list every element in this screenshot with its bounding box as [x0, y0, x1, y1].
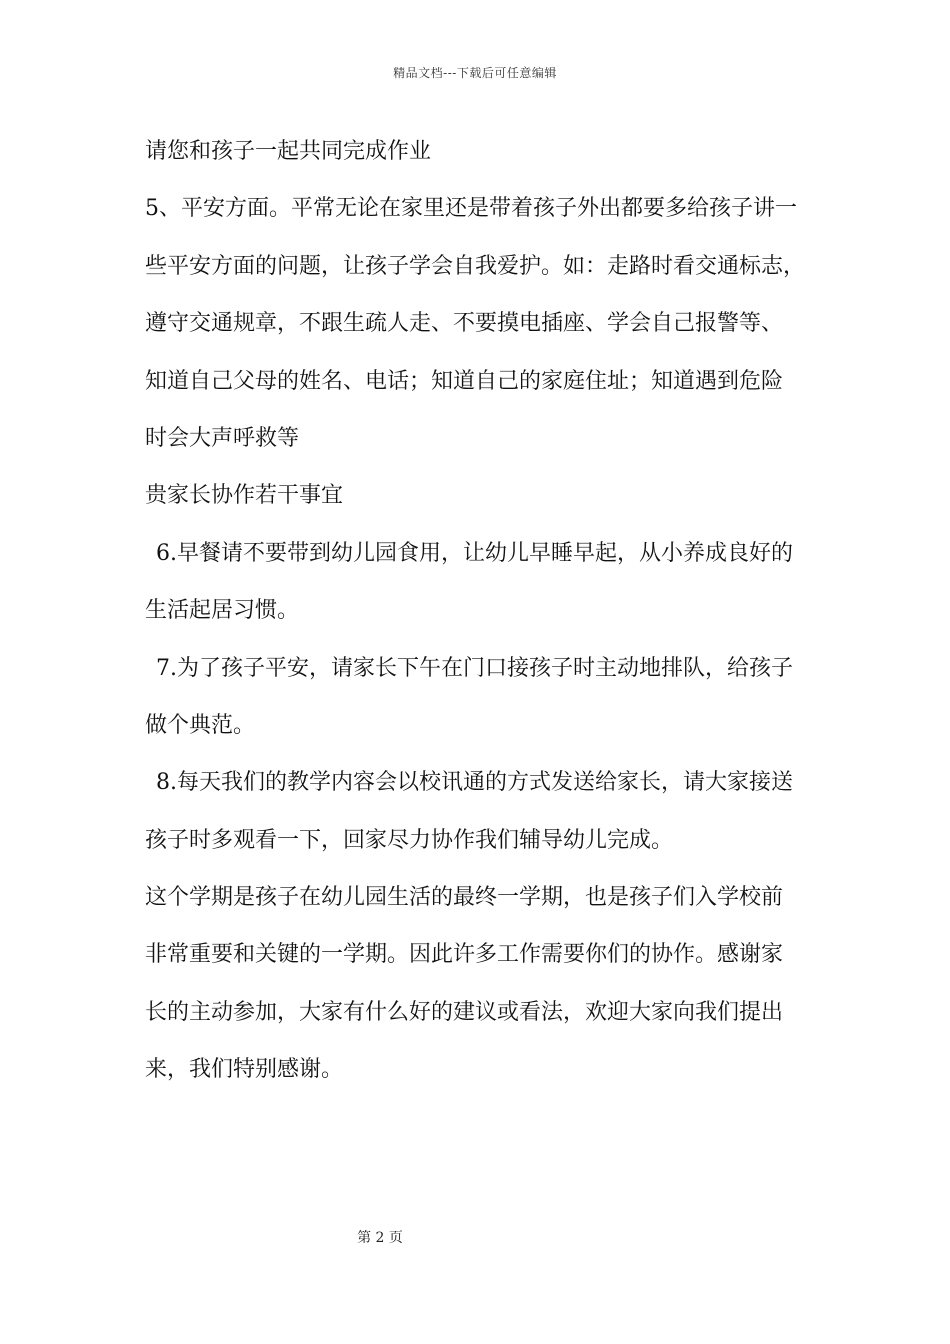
text-line: 些平安方面的问题，让孩子学会自我爱护。如：走路时看交通标志， — [145, 253, 806, 279]
text-line: 遵守交通规章，不跟生疏人走、不要摸电插座、学会自己报警等、 — [145, 311, 784, 337]
text-line: 这个学期是孩子在幼儿园生活的最终一学期，也是孩子们入学校前 — [145, 885, 784, 911]
page-header: 精品文档---下载后可任意编辑 — [393, 66, 557, 80]
text-line: 5、平安方面。平常无论在家里还是带着孩子外出都要多给孩子讲一 — [145, 196, 797, 222]
text-line: 生活起居习惯。 — [145, 598, 300, 624]
text-line: 长的主动参加，大家有什么好的建议或看法，欢迎大家向我们提出 — [145, 999, 784, 1025]
page-number: 第 2 页 — [357, 1230, 403, 1246]
list-item: 8.每天我们的教学内容会以校讯通的方式发送给家长，请大家接送 — [156, 770, 793, 796]
text-line: 知道自己父母的姓名、电话；知道自己的家庭住址；知道遇到危险 — [145, 368, 784, 394]
text-line: 请您和孩子一起共同完成作业 — [145, 139, 432, 164]
section-heading: 贵家长协作若干事宜 — [145, 483, 344, 509]
text-line: 时会大声呼救等 — [145, 425, 300, 451]
text-line: 来，我们特别感谢。 — [145, 1057, 344, 1083]
text-line: 非常重要和关键的一学期。因此许多工作需要你们的协作。感谢家 — [145, 942, 784, 968]
list-item: 6.早餐请不要带到幼儿园食用，让幼儿早睡早起，从小养成良好的 — [156, 540, 793, 566]
text-line: 做个典范。 — [145, 712, 256, 738]
text-line: 孩子时多观看一下，回家尽力协作我们辅导幼儿完成。 — [145, 827, 674, 853]
document-body — [145, 132, 835, 1108]
list-item: 7.为了孩子平安，请家长下午在门口接孩子时主动地排队，给孩子 — [156, 655, 793, 681]
